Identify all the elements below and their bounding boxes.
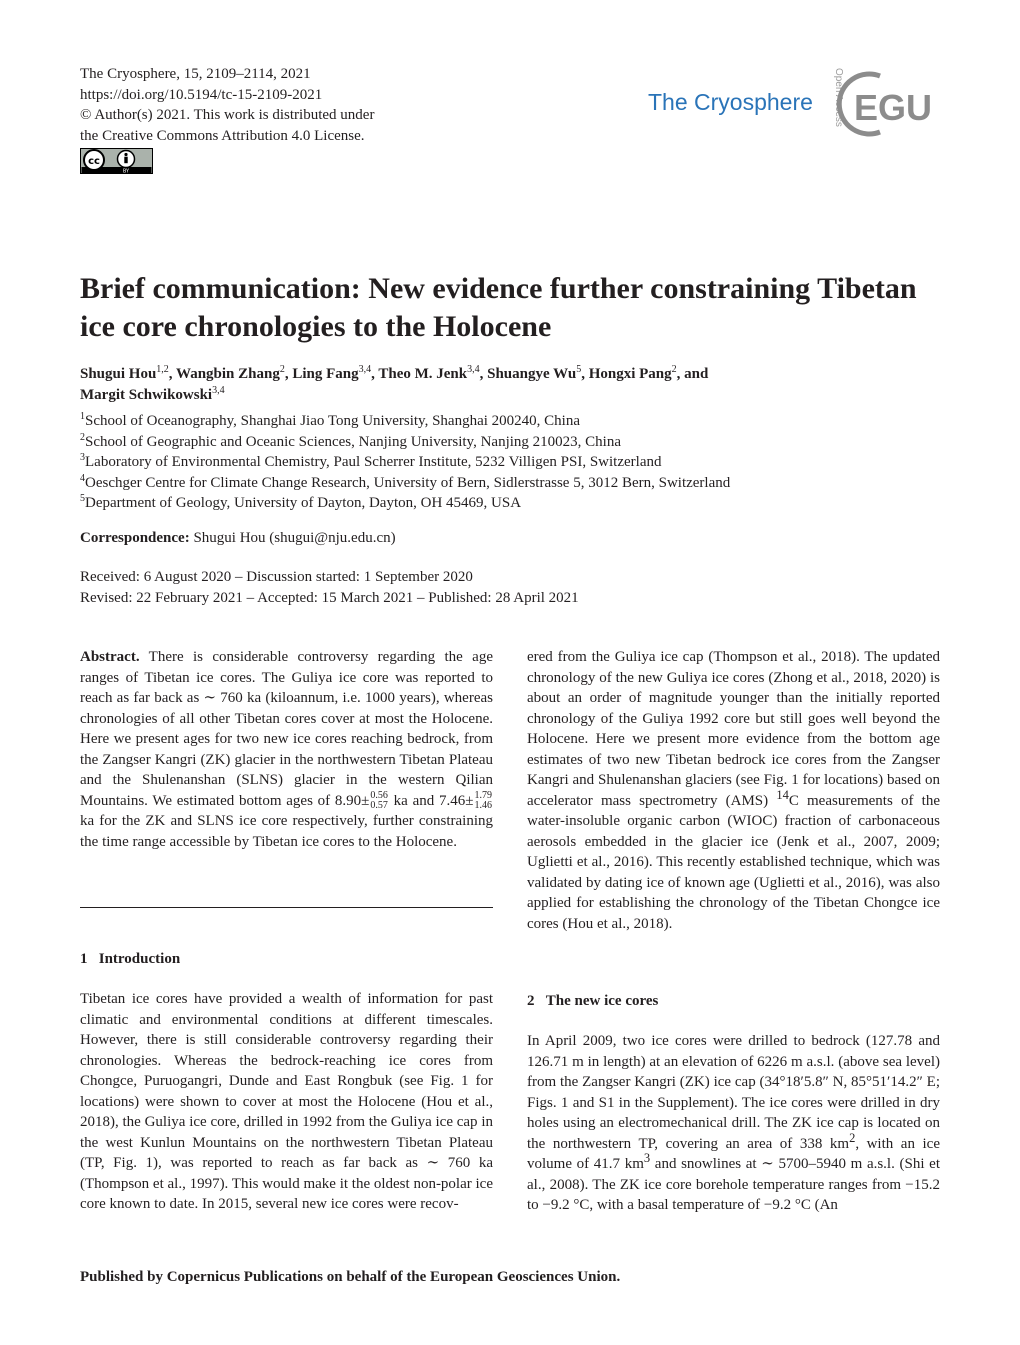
affiliation: $^3$Laboratory of Environmental Chemistry, Paul Scherrer Institute, 5232 Villigen PSI, Switzerland (80, 452, 662, 470)
correspondence-contact[interactable]: Shugui Hou (shugui@nju.edu.cn) (193, 530, 396, 546)
author: Shuangye Wu$^5$, (487, 364, 589, 382)
author: Ling Fang$^{3,4}$, (292, 364, 379, 382)
affiliation: $^4$Oeschger Centre for Climate Change Research, University of Bern, Sidlerstrasse 5, 3012 Bern, Switzerland (80, 472, 731, 491)
affiliation: $^2$School of Geographic and Oceanic Sciences, Nanjing University, Nanjing 210023, China (80, 431, 621, 450)
revised-dates: Revised: 22 February 2021 – Accepted: 15 March 2021 – Published: 28 April 2021 (80, 589, 579, 606)
svg-text:BY: BY (122, 168, 130, 175)
author-list (80, 364, 940, 405)
section-heading-new-ice-cores: 2 The new ice cores (527, 993, 659, 1009)
egu-logo (842, 66, 942, 142)
author: Margit Schwikowski$^{3,4}$ (80, 384, 225, 403)
introduction-text: Tibetan ice cores have provided a wealth of information for past climatic and environmental conditions at different timescales. However, there is still considerable controversy regarding their chronologies. Whereas the bedrock-reaching ice cores from Chongce, Puruogangri, Dunde and East Rongbuk (see Fig. 1 for locations) were shown to cover at most the Holocene (Hou et al., 2018), the Guliya ice core, drilled in 1992 from the Guliya ice cap in the west Kunlun Mountains on the northwestern Tibetan Plateau (TP, Fig. 1), was reported to reach as far back as ∼ 760 ka (Thompson et al., 1997). This would make it the oldest non-polar ice core known to date. In 2015, several new ice cores were recov- (80, 991, 493, 1212)
affiliation: $^1$School of Oceanography, Shanghai Jiao Tong University, Shanghai 200240, China (80, 411, 580, 429)
affiliation-list (80, 411, 730, 514)
abstract: Abstract. There is considerable controversy regarding the age ranges of Tibetan ice cores. The Guliya ice core was reported to reach as far back as ∼ 760 ka (kiloannum, i.e. 1000 years), whereas chronologies of all other Tibetan cores cover at most the Holocene. Here we present ages for two new ice cores reaching bedrock, from the Zangser Kangri (ZK) glacier in the northwestern Tibetan Plateau and the Shulenanshan (SLNS) glacier in the western Qilian Mountains. We estimated bottom ages of 8.90± 0.56 0.57 ka and 7.46± 1.79 1.46 ka for the ZK and SLNS ice core respectively, further constraining the time range accessible by Tibetan ice cores to the Holocene. (80, 649, 493, 850)
cc-by-license-icon[interactable] (80, 148, 153, 174)
author: Wangbin Zhang$^2$, (176, 364, 293, 382)
svg-text:EGU: EGU (854, 87, 933, 128)
affiliation: $^5$Department of Geology, University of Dayton, Dayton, OH 45469, USA (80, 493, 522, 511)
abstract-divider (80, 907, 493, 908)
citation-block (80, 64, 374, 146)
copyright-notice: © Author(s) 2021. This work is distributed under (80, 107, 375, 123)
age-uncertainty: 0.56 0.57 (370, 790, 388, 812)
introduction-continued: ered from the Guliya ice cap (Thompson et al., 2018). The updated chronology of the new Guliya ice cores (Zhong et al., 2018, 2020) is about an order of magnitude younger than the initially reported chronology of the Guliya 1992 core but still goes well beyond the Holocene. Here we present more evidence from the bottom age estimates of two new Tibetan bedrock ice cores from the Zangser Kangri and Shulenanshan glaciers (see Fig. 1 for locations) based on accelerator mass spectrometry (AMS) $^{14}$C measurements of the water-insoluble organic carbon (WIOC) fraction of carbonaceous aerosols embedded in the glacier ice (Jenk et al., 2007, 2009; Uglietti et al., 2016). This recently established technique, which was validated by dating ice of known age (Uglietti et al., 2016), was also applied for establishing the chronology of the Tibetan Chongce ice cores (Hou et al., 2018). (527, 649, 940, 932)
doi-link[interactable]: https://doi.org/10.5194/tc-15-2109-2021 (80, 86, 323, 103)
author: Theo M. Jenk$^{3,4}$, (378, 364, 488, 382)
author: Hongxi Pang$^2$, and (588, 364, 709, 382)
age-uncertainty: 1.79 1.46 (474, 790, 492, 812)
license-notice: the Creative Commons Attribution 4.0 License. (80, 127, 365, 144)
journal-name: The Cryosphere (648, 89, 813, 115)
received-dates: Received: 6 August 2020 – Discussion started: 1 September 2020 (80, 569, 473, 585)
author: Shugui Hou$^{1,2}$, (80, 364, 177, 382)
journal-citation: The Cryosphere, 15, 2109–2114, 2021 (80, 66, 311, 82)
correspondence (80, 530, 396, 547)
svg-text:cc: cc (88, 156, 100, 167)
publisher-footer: Published by Copernicus Publications on behalf of the European Geosciences Union. (80, 1269, 621, 1285)
section-heading-introduction: 1 Introduction (80, 951, 181, 967)
abstract-label: Abstract. (80, 649, 140, 665)
correspondence-label: Correspondence: (80, 530, 190, 546)
article-title: Brief communication: New evidence further constraining Tibetan ice core chronologies to the Holocene (80, 272, 917, 343)
svg-text:Open Access: Open Access (833, 68, 844, 127)
new-ice-cores-text: In April 2009, two ice cores were drilled to bedrock (127.78 and 126.71 m in length) at an elevation of 6226 m a.s.l. (above sea level) from the Zangser Kangri (ZK) ice cap (34°18′5.8″ N, 85°51′14.2″ E; Figs. 1 and S1 in the Supplement). The ice cores were drilled in dry holes using an electromechanical drill. The ZK ice cap is located on the northwestern TP, covering an area of 338 $km^2$, with an ice volume of 41.7 $km^3$ and snowlines at ∼ 5700–5940 m a.s.l. (Shi et al., 2008). The ZK ice core borehole temperature ranges from −15.2 to −9.2 °C, with a basal temperature of −9.2 °C (An (527, 1033, 940, 1213)
publication-dates (80, 567, 579, 608)
